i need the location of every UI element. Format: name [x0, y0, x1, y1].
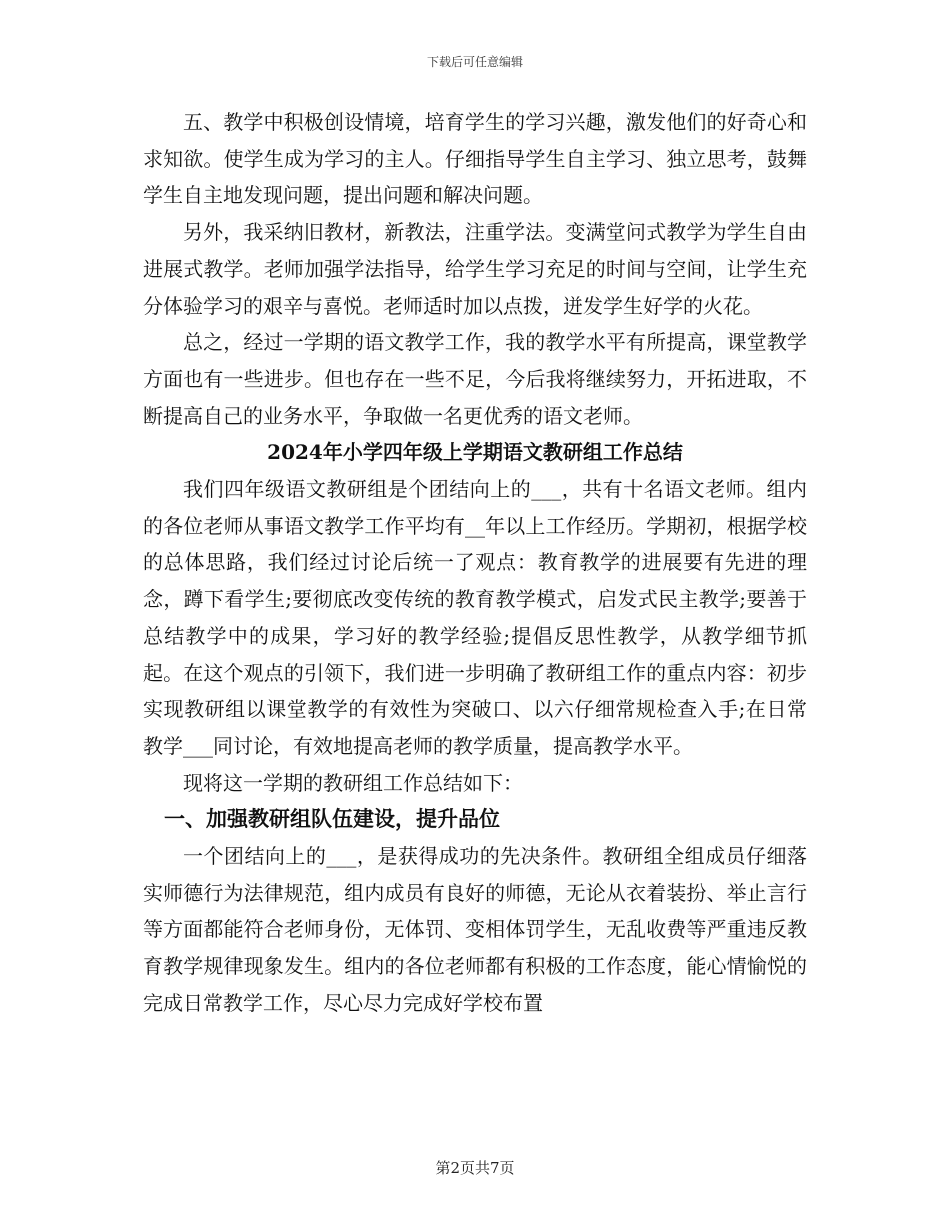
document-body	[143, 104, 807, 1022]
section-heading-1: 一、加强教研组队伍建设，提升品位	[164, 806, 500, 832]
paragraph-team-building: 一个团结向上的___，是获得成功的先决条件。教研组全组成员仔细落实师德行为法律规范，组内成员有良好的师德，无论从衣着装扮、举止言行等方面都能符合老师身份，无体罚、变相体罚学生，无乱收费等严重违反教育教学规律现象发生。组内的各位老师都有积极的工作态度，能心情愉悦的完成日常教学工作，尽心尽力完成好学校布置	[143, 844, 807, 1015]
document-title: 2024年小学四年级上学期语文教研组工作总结	[267, 440, 683, 465]
paragraph-summary-intro: 现将这一学期的教研组工作总结如下：	[183, 770, 523, 795]
paragraph-conclusion: 总之，经过一学期的语文教学工作，我的教学水平有所提高，课堂教学方面也有一些进步。但也存在一些不足，今后我将继续努力，开拓进取，不断提高自己的业务水平，争取做一名更优秀的语文老师。	[143, 330, 807, 428]
page-header: 下载后可任意编辑	[426, 55, 523, 69]
paragraph-group-intro: 我们四年级语文教研组是个团结向上的___，共有十名语文老师。组内的各位老师从事语文教学工作平均有__年以上工作经历。学期初，根据学校的总体思路，我们经过讨论后统一了观点：教育教学的进展要有先进的理念，蹲下看学生;要彻底改变传统的教育教学模式，启发式民主教学;要善于总结教学中的成果，学习好的教学经验;提倡反思性教学，从教学细节抓起。在这个观点的引领下，我们进一步明确了教研组工作的重点内容：初步实现教研组以课堂教学的有效性为突破口、以六仔细常规检查入手;在日常教学___同讨论，有效地提高老师的教学质量，提高教学水平。	[143, 477, 807, 758]
paragraph-teaching-methods: 另外，我采纳旧教材，新教法，注重学法。变满堂问式教学为学生自由进展式教学。老师加强学法指导，给学生学习充足的时间与空间，让学生充分体验学习的艰辛与喜悦。老师适时加以点拨，迸发学生好学的火花。	[143, 220, 807, 318]
page-footer: 第2页共7页	[435, 1159, 515, 1177]
paragraph-teaching-situations: 五、教学中积极创设情境，培育学生的学习兴趣，激发他们的好奇心和求知欲。使学生成为学习的主人。仔细指导学生自主学习、独立思考，鼓舞学生自主地发现问题，提出问题和解决问题。	[143, 110, 807, 208]
